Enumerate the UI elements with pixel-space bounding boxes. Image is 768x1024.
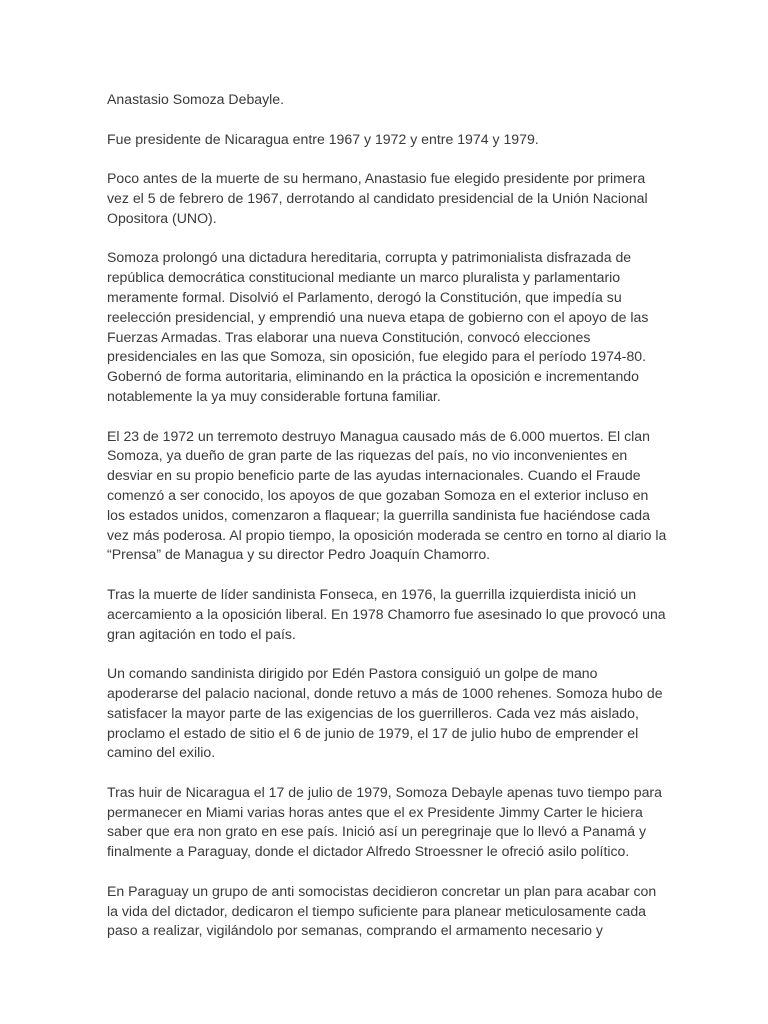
paragraph-2: Somoza prolongó una dictadura hereditaria, corrupta y patrimonialista disfrazada de república democrática constitucional mediante un marco pluralista y parlamentario meramente formal. Disolvió el Parlamento, derogó la Constitución, que impedía su reelección presidencial, y emprendió una nueva etapa de gobierno con el apoyo de las Fuerzas Armadas. Tras elaborar una nueva Constitución, convocó elecciones presidenciales en las que Somoza, sin oposición, fue elegido para el período 1974-80. Gobernó de forma autoritaria, eliminando en la práctica la oposición e incrementando notablemente la ya muy considerable fortuna familiar. [107, 249, 649, 404]
paragraph-3: El 23 de 1972 un terremoto destruyo Managua causado más de 6.000 muertos. El clan Somoza, ya dueño de gran parte de las riquezas del país, no vio inconvenientes en desviar en su propio beneficio parte de las ayudas internacionales. Cuando el Fraude comenzó a ser conocido, los apoyos de que gozaban Somoza en el exterior incluso en los estados unidos, comenzaron a flaquear; la guerrilla sandinista fue haciéndose cada vez más poderosa. Al propio tiempo, la oposición moderada se centro en torno al diario la “Prensa” de Managua y su director Pedro Joaquín Chamorro. [107, 427, 667, 563]
document-body [107, 90, 667, 941]
paragraph-7: En Paraguay un grupo de anti somocistas decidieron concretar un plan para acabar con la vida del dictador, dedicaron el tiempo suficiente para planear meticulosamente cada paso a realizar, vigilándolo por semanas, comprando el armamento necesario y [107, 882, 657, 939]
paragraph-6: Tras huir de Nicaragua el 17 de julio de 1979, Somoza Debayle apenas tuvo tiempo para permanecer en Miami varias horas antes que el ex Presidente Jimmy Carter le hiciera saber que era non grato en ese país. Inició así un peregrinaje que lo llevó a Panamá y finalmente a Paraguay, donde el dictador Alfredo Stroessner le ofreció asilo político. [107, 783, 662, 860]
paragraph-1: Poco antes de la muerte de su hermano, Anastasio fue elegido presidente por primera vez el 5 de febrero de 1967, derrotando al candidato presidencial de la Unión Nacional Opositora (UNO). [107, 170, 648, 226]
paragraph-5: Un comando sandinista dirigido por Edén Pastora consiguió un golpe de mano apoderarse del palacio nacional, donde retuvo a más de 1000 rehenes. Somoza hubo de satisfacer la mayor parte de las exigencias de los guerrilleros. Cada vez más aislado, proclamo el estado de sitio el 6 de junio de 1979, el 17 de julio hubo de emprender el camino del exilio. [107, 665, 663, 761]
paragraph-4: Tras la muerte de líder sandinista Fonseca, en 1976, la guerrilla izquierdista inició un acercamiento a la oposición liberal. En 1978 Chamorro fue asesinado lo que provocó una gran agitación en todo el país. [107, 585, 666, 642]
intro-paragraph: Fue presidente de Nicaragua entre 1967 y 1972 y entre 1974 y 1979. [107, 130, 539, 147]
document-title: Anastasio Somoza Debayle. [107, 91, 285, 107]
